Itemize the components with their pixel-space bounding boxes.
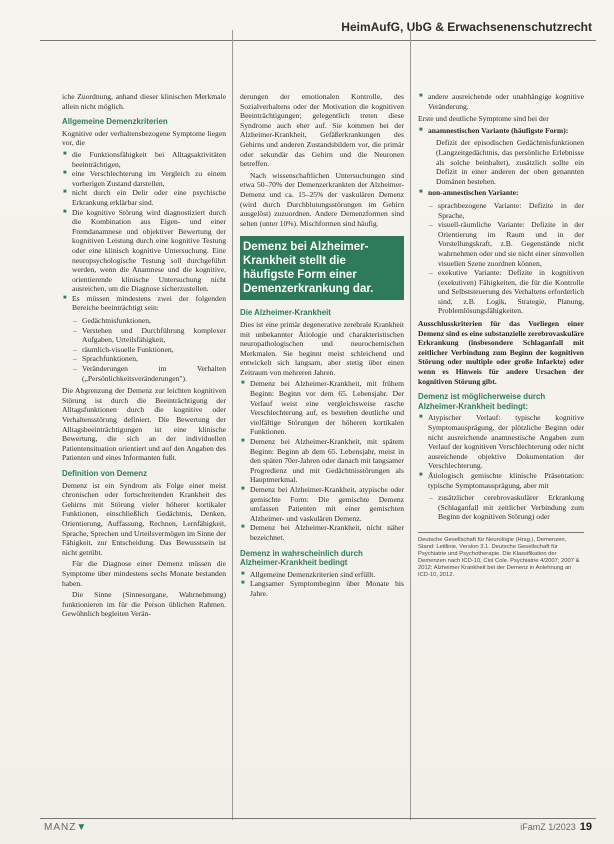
page-footer [520, 821, 592, 833]
list-item: ■ eine Verschlechterung im Vergleich zu einem vorherigen Zustand darstellen, [72, 169, 226, 188]
paragraph: Erste und deutliche Symptome sind bei der [418, 114, 549, 124]
footnote: Deutsche Gesellschaft für Neurologie (Hrsg.), Demenzen, Stand: Leitlinie, Version 3.1. Deutsche Gesellschaft für Psychiatrie und Psychotherapie. Die Klassifikation der Demenzen nach ICD-10, Ciol Cole. Psychiatrie 4/2007; 2007 & 2012; Alzheimer Krankheit bei der Demenz in Anlehnung an ICD-10, 2012. [418, 532, 584, 579]
column-divider [232, 30, 233, 820]
column-3 [418, 92, 584, 812]
list-item: ■ andere ausreichende oder unabhängige kognitive Veränderung. [428, 92, 584, 111]
list-item: ■ Ätiologisch gemischte klinische Präsentation: typische Symptomausprägung, aber mit [428, 471, 584, 490]
list-item: – Gedächtnisfunktionen, [82, 316, 226, 326]
paragraph: Nach wissenschaftlichen Untersuchungen sind etwa 50–70% der Demenzerkrankten der Alzheimer-Demenz und ca. 15–25% der vaskulären Demenz (wird durch Durchblutungsstörungen im Gehirn ausgelöst) zuzuordnen. Andere Demenzformen sind selten (unter 10%). Mischformen sind häufig. [240, 170, 404, 228]
paragraph: Demenz ist ein Syndrom als Folge einer meist chronischen oder fortschreitenden Krankheit des Gehirns mit Störung vieler höherer kortikaler Funktionen, einschließlich Gedächtnis, Denken, Orientierung, Auffassung, Rechnen, Lernfähigkeit, Sprache, Sprechen und Urteilsvermögen im Sinne der Fähigkeit, zur Entscheidung. Das Bewusstsein ist nicht getrübt. [62, 480, 226, 557]
section-heading: Allgemeine Demenzkriterien [62, 117, 168, 127]
dash-list [418, 493, 584, 522]
section-heading: Die Alzheimer-Krankheit [240, 308, 331, 318]
list-item: ■ Die kognitive Störung wird diagnostiziert durch die Kombination aus Eigen- und einer Fremdanamnese und objektiver Bewertung der kognitiven Leistung durch eine kognitive Testung oder eine klinisch kognitive Untersuchung. Eine neuropsychologische Testung soll durchgeführt werden, wenn die Anamnese und die kognitive, orientierende klinische Untersuchung nicht ausreichen, um die Diagnose sicherzustellen. [72, 208, 226, 294]
bullet-list [418, 126, 584, 136]
bullet-list [240, 379, 404, 542]
paragraph: Dies ist eine primär degenerative zerebrale Krankheit mit unbekannter Ätiologie und charakteristischen neuropathologischen und neurochemischen Merkmalen. Sie beginnt meist schleichend und entwickelt sich langsam, aber stetig über einen Zeitraum von mehreren Jahren. [240, 319, 404, 377]
list-item: ■ Es müssen mindestens zwei der folgenden Bereiche beeinträchtigt sein: [72, 294, 226, 313]
logo-mark-icon: ▼ [76, 822, 88, 833]
dash-list [418, 201, 584, 316]
list-item: ■ nicht durch ein Delir oder eine psychische Erkrankung erklärbar sind. [72, 188, 226, 207]
list-item: – Sprachfunktionen, [82, 354, 226, 364]
bullet-list [62, 150, 226, 313]
paragraph: Die Abgrenzung der Demenz zur leichten kognitiven Störung ist durch die Beeinträchtigung der Alltagsfunktionen durch die kognitive oder Verhaltensstörung definiert. Die Bewertung der Alltagsbeeinträchtigungen ist eine klinische Bewertung, die sich an der individuellen Patientensituation orientiert und auf den Angaben des Patienten und eines Informanten fußt. [62, 386, 226, 463]
bullet-list [418, 92, 584, 111]
list-item: – Veränderungen im Verhalten („Persönlichkeitsveränderungen"). [82, 364, 226, 383]
list-item: ■ Demenz bei Alzheimer-Krankheit, atypische oder gemischte Form: Die gemischte Demenz umfassen Patienten mit einer gemischten Alzheimer- und vaskulären Demenz. [250, 485, 404, 523]
list-item: ■ Demenz bei Alzheimer-Krankheit, mit spätem Beginn: Beginn ab dem 65. Lebensjahr, meist in den späten 70er-Jahren oder danach mit langsamer Progredienz und mit Gedächtnisstörungen als Hauptmerkmal. [250, 437, 404, 485]
pull-quote: Demenz bei Alzheimer-Krankheit stellt die häufigste Form einer Demenzerkrankung dar. [240, 236, 404, 300]
list-item: – zusätzlicher cerebrovaskulärer Erkrankung (Schlaganfall mit zeitlicher Verbindung zum Beginn der kognitiven Störung) oder [438, 493, 584, 522]
paragraph: iche Zuordnung, anhand dieser klinischen Merkmale allein nicht möglich. [62, 92, 226, 111]
footer-rule [40, 818, 596, 819]
list-item: – räumlich-visuelle Funktionen, [82, 345, 226, 355]
publisher-logo [44, 822, 87, 833]
column-1 [62, 92, 226, 812]
dash-list [62, 316, 226, 383]
list-item: ■ Demenz bei Alzheimer-Krankheit, mit frühem Beginn: Beginn vor dem 65. Lebensjahr. Der Verlauf weist eine vergleichsweise rasche Verschlechterung auf, es bestehen deutliche und vielfältige Störungen der höheren kortikalen Funktionen. [250, 379, 404, 437]
header-rule [40, 40, 596, 41]
bullet-list [418, 413, 584, 490]
list-item: – Verstehen und Durchführung komplexer Aufgaben, Urteilsfähigkeit, [82, 326, 226, 345]
list-item: ■ die Funktionsfähigkeit bei Alltagsaktivitäten beeinträchtigen, [72, 150, 226, 169]
paragraph: Defizit der episodischen Gedächtnisfunktionen (Langzeitgedächtnis, das persönliche Erlebnisse als solche beinhaltet), zusätzlich sollte ein Defizit in einer anderen der oben genannten Domänen bestehen. [436, 138, 584, 186]
page-number: 19 [579, 821, 592, 833]
bullet-list [240, 570, 404, 599]
list-item: ■ Atypischer Verlauf: typische kognitive Symptomausprägung, der plötzliche Beginn oder nicht ausreichende anamnestische Angaben zum Verlauf der kognitiven Verschlechterung oder nicht ausreichende objektive Dokumentation der Verschlechterung. [428, 413, 584, 471]
list-item: – visuell-räumliche Variante: Defizite in der Orientierung im Raum und in der Vorstellungskraft, z.B. Gegenstände nicht wahrnehmen oder und sie nicht einer sinnvollen visuellen Szene zuordnen können, [438, 220, 584, 268]
paragraph: Kognitive oder verhaltensbezogene Symptome liegen vor, die [62, 128, 226, 148]
section-heading: Definition von Demenz [62, 468, 148, 478]
list-item: ■ Langsamer Symptombeginn über Monate bis Jahre. [250, 579, 404, 598]
list-item: – exekutive Variante: Defizite in kognitiven (exekutiven) Fähigkeiten, die für die Kontrolle und Selbststeuerung des Verhaltens erforderlich sind, z.B. Logik, Strategie, Planung, Problemlösungsfähigkeiten. [438, 268, 584, 316]
list-item: – sprachbezogene Variante: Defizite in der Sprache, [438, 201, 584, 220]
page-header [0, 10, 614, 42]
bullet-list [418, 188, 584, 198]
list-item: ■ Allgemeine Demenzkriterien sind erfüllt. [250, 570, 404, 580]
section-heading: Demenz in wahrscheinlich durch Alzheimer-Krankheit bedingt [240, 548, 363, 568]
running-title: HeimAufG, UbG & Erwachsenenschutzrecht [341, 20, 592, 34]
section-heading: Demenz ist möglicherweise durch Alzheimer-Krankheit bedingt: [418, 392, 546, 411]
paragraph: derungen der emotionalen Kontrolle, des Sozialverhaltens oder der Motivation die kognitiven Beeinträchtigungen; gelegentlich treten diese Syndrome auch eher auf. Sie kommen bei der Alzheimer-Krankheit, Gefäßerkrankungen des Gehirns und anderen Zustandsbildern vor, die primär oder sekundär das Gehirn und die Neuronen betreffen. [240, 92, 404, 169]
paragraph: Die Sinne (Sinnesorgane, Wahrnehmung) funktionieren im für die Person üblichen Rahmen. Gewöhnlich begleiten Verän- [62, 590, 226, 619]
list-item: ■ Demenz bei Alzheimer-Krankheit, nicht näher bezeichnet. [250, 523, 404, 542]
list-item: ■ non-amnestischen Variante: [428, 188, 584, 198]
logo-text: MANZ [44, 822, 77, 833]
paragraph: Für die Diagnose einer Demenz müssen die Symptome über mindestens sechs Monate bestanden haben. [62, 559, 226, 588]
paragraph: Ausschlusskriterien für das Vorliegen einer Demenz sind es eine substanzielle zerebrovaskuläre Erkrankung (insbesondere Schlaganfall mit zeitlicher Verbindung zum Beginn der kognitiven Störung oder multiple oder große Infarkte) oder wenn es Hinweis für andere Ursachen der kognitiven Störung gibt. [418, 319, 584, 386]
journal-issue: iFamZ 1/2023 [520, 822, 576, 832]
column-divider [410, 30, 411, 820]
column-2 [240, 92, 404, 812]
list-item: ■ anamnestischen Variante (häufigste Form): [428, 126, 584, 136]
